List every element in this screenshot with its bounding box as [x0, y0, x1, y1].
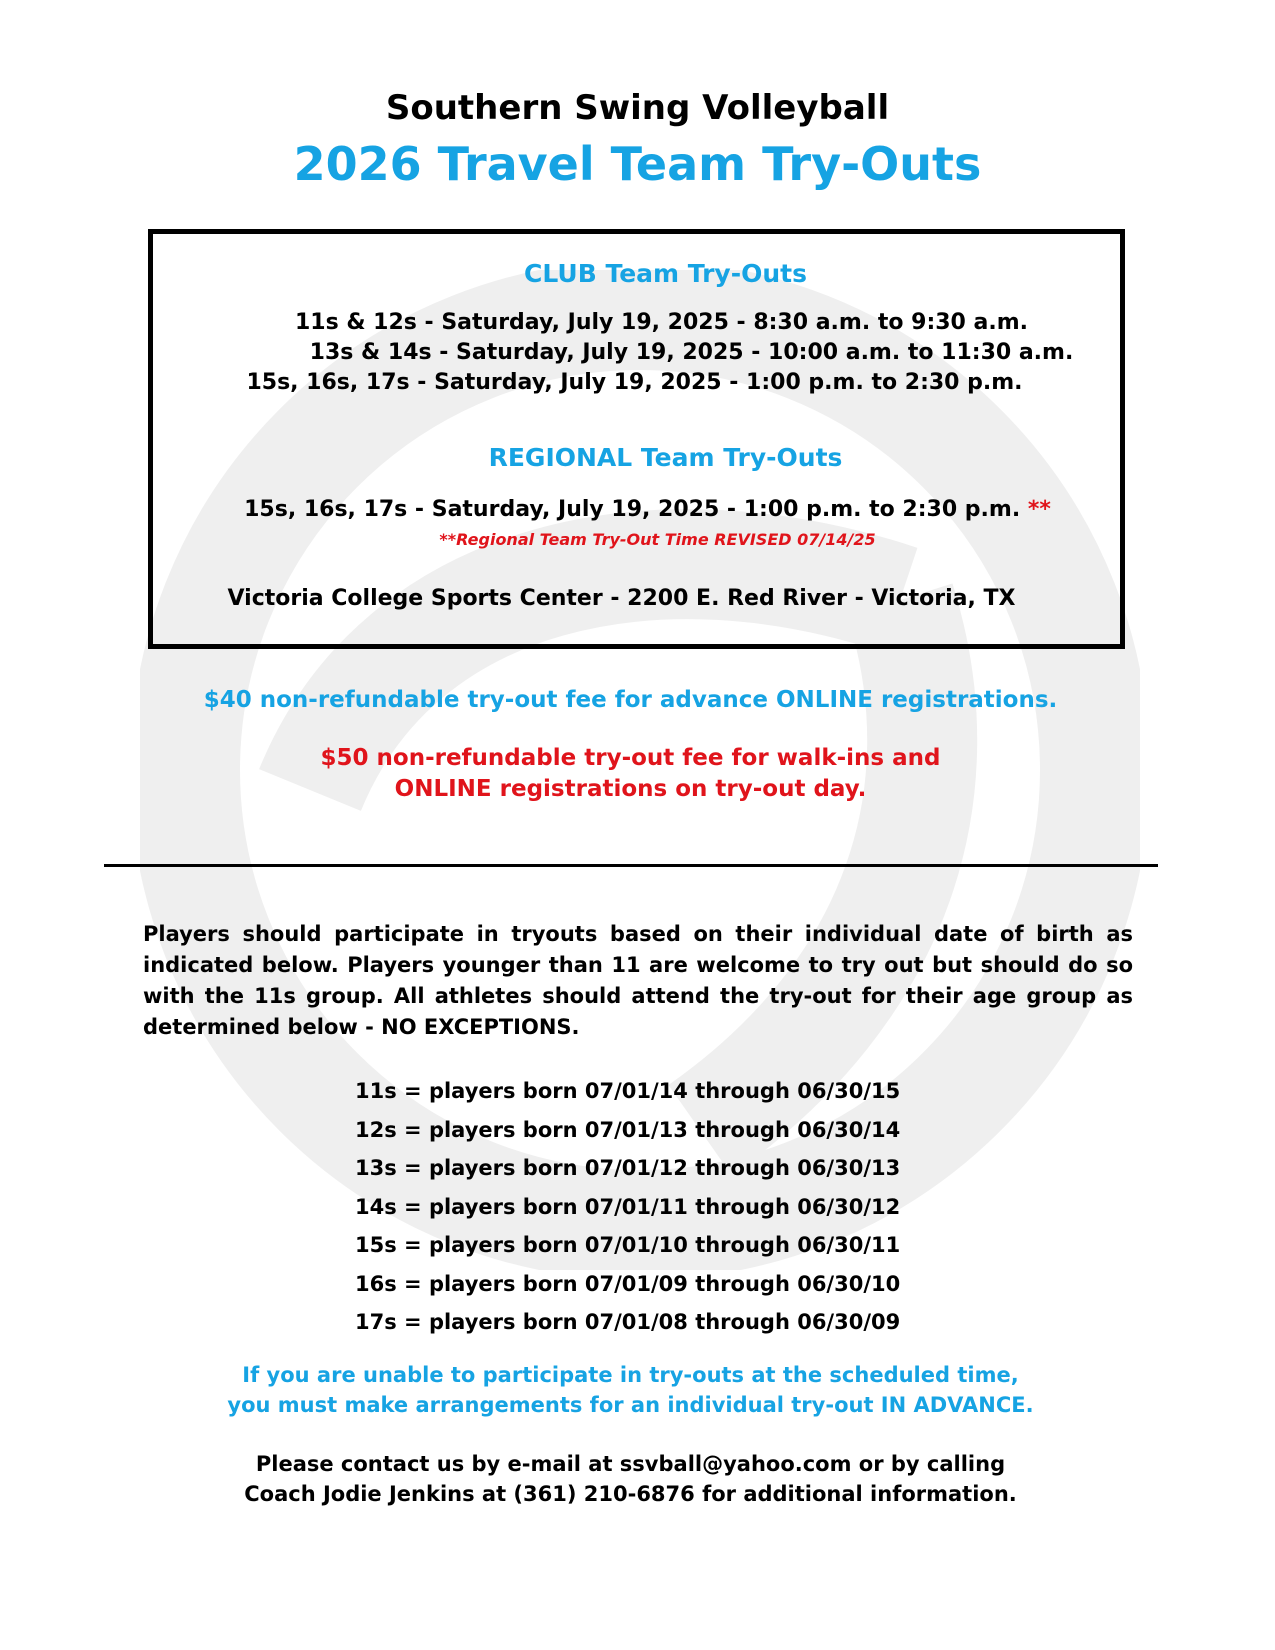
page-title: 2026 Travel Team Try-Outs: [293, 137, 982, 191]
walkin-fee-line-2: ONLINE registrations on try-out day.: [394, 776, 867, 802]
age-group-item: 12s = players born 07/01/13 through 06/30/14: [355, 1117, 901, 1142]
age-group-item: 17s = players born 07/01/08 through 06/30/09: [355, 1310, 901, 1334]
walkin-fee-line-1: $50 non-refundable try-out fee for walk-ins and: [320, 745, 941, 771]
age-group-list: [355, 1072, 900, 1342]
divider: [104, 864, 1158, 867]
age-group-item: 14s = players born 07/01/11 through 06/30/12: [355, 1194, 901, 1219]
revision-marker: **: [1027, 497, 1051, 522]
age-group-item: 16s = players born 07/01/09 through 06/30/10: [355, 1271, 901, 1296]
contact-line-1: Please contact us by e-mail at ssvball@yahoo.com or by calling: [255, 1452, 1006, 1476]
location: Victoria College Sports Center - 2200 E. Red River - Victoria, TX: [227, 586, 1016, 611]
club-session-3: 15s, 16s, 17s - Saturday, July 19, 2025 - 1:00 p.m. to 2:30 p.m.: [246, 370, 1023, 395]
club-session-2: 13s & 14s - Saturday, July 19, 2025 - 10:00 a.m. to 11:30 a.m.: [309, 340, 1074, 365]
club-heading: CLUB Team Try-Outs: [524, 259, 807, 288]
age-group-item: 15s = players born 07/01/10 through 06/30/11: [355, 1233, 901, 1257]
online-fee: $40 non-refundable try-out fee for advance ONLINE registrations.: [203, 687, 1058, 713]
organization-name: Southern Swing Volleyball: [385, 88, 890, 128]
regional-session: 15s, 16s, 17s - Saturday, July 19, 2025 - 1:00 p.m. to 2:30 p.m.: [244, 497, 1021, 522]
advance-notice-line-1: If you are unable to participate in try-outs at the scheduled time,: [242, 1363, 1019, 1387]
club-session-1: 11s & 12s - Saturday, July 19, 2025 - 8:30 a.m. to 9:30 a.m.: [294, 310, 1029, 335]
contact-line-2: Coach Jodie Jenkins at (361) 210-6876 for additional information.: [244, 1482, 1017, 1506]
advance-notice-line-2: you must make arrangements for an individual try-out IN ADVANCE.: [227, 1393, 1034, 1417]
eligibility-intro: Players should participate in tryouts based on their individual date of birth as indicated below. Players younger than 11 are welcome to try out but should do so with the 11s group. All athletes should attend the try-out for their age group as determined below - NO EXCEPTIONS.: [143, 922, 1133, 1039]
revision-note: **Regional Team Try-Out Time REVISED 07/14/25: [439, 530, 876, 549]
age-group-item: 13s = players born 07/01/12 through 06/30/13: [355, 1156, 901, 1180]
regional-heading: REGIONAL Team Try-Outs: [488, 443, 843, 472]
age-group-item: 11s = players born 07/01/14 through 06/30/15: [355, 1079, 901, 1103]
regional-session-line: [10, 497, 1275, 522]
